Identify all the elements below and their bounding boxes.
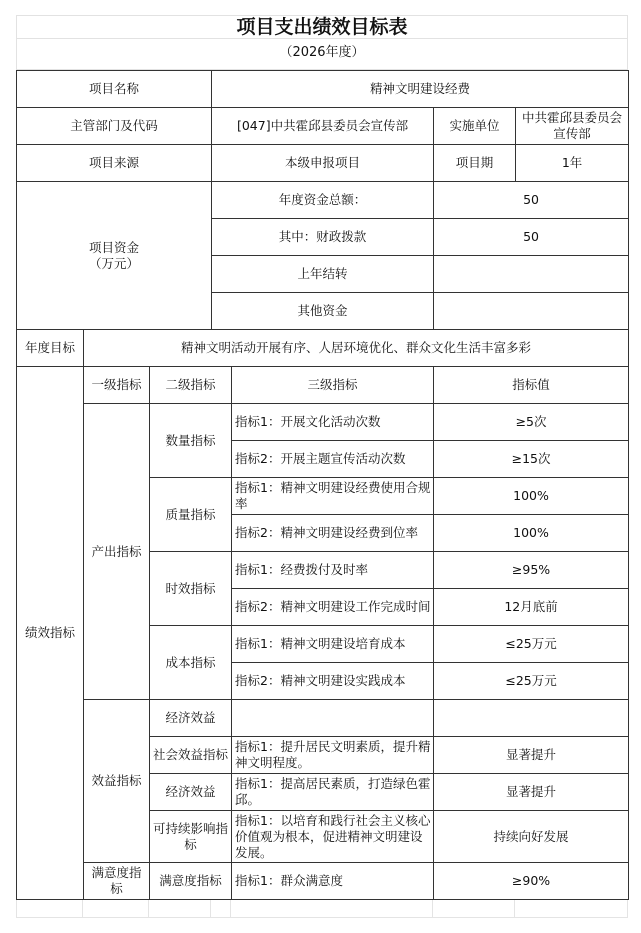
fund-label: 其他资金 [212,293,434,330]
fund-label: 年度资金总额： [212,182,434,219]
l2-cell: 质量指标 [150,478,232,552]
header-value: 指标值 [434,367,629,404]
l3-cell: 指标1：开展文化活动次数 [232,404,434,441]
value-cell: 100% [434,478,629,515]
impl-value: 中共霍邱县委员会宣传部 [516,108,629,145]
empty-cell [211,900,231,918]
fund-label: 其中：财政拨款 [212,219,434,256]
l3-cell: 指标2：精神文明建设实践成本 [232,663,434,700]
l3-cell: 指标2：精神文明建设经费到位率 [232,515,434,552]
l2-cell: 时效指标 [150,552,232,626]
value-cell: ≤25万元 [434,626,629,663]
fund-value [434,256,629,293]
value-cell: ≥90% [434,863,629,900]
l1-cell: 满意度指标 [84,863,150,900]
table-header-row [17,367,629,404]
dept-label: 主管部门及代码 [17,108,212,145]
empty-cell [83,900,149,918]
fund-value: 50 [434,219,629,256]
empty-cell [149,900,211,918]
period-label: 项目期 [434,145,516,182]
page-subtitle: （2026年度） [16,38,628,70]
l3-cell: 指标2：精神文明建设工作完成时间 [232,589,434,626]
project-name: 精神文明建设经费 [212,71,629,108]
table-row [17,145,629,182]
value-cell: 显著提升 [434,774,629,811]
table-row [17,108,629,145]
value-cell [434,700,629,737]
empty-grid-row [16,900,628,918]
l1-cell: 效益指标 [84,700,150,863]
performance-goal-table [16,70,629,900]
page-title: 项目支出绩效目标表 [16,15,628,39]
impl-label: 实施单位 [434,108,516,145]
annual-goal-text: 精神文明活动开展有序、人居环境优化、群众文化生活丰富多彩 [84,330,629,367]
empty-cell [16,900,83,918]
empty-cell [231,900,433,918]
perf-label: 绩效指标 [17,367,84,900]
l2-cell: 数量指标 [150,404,232,478]
value-cell: ≤25万元 [434,663,629,700]
value-cell: ≥15次 [434,441,629,478]
l3-cell: 指标1：提高居民素质，打造绿色霍邱。 [232,774,434,811]
header-l3: 三级指标 [232,367,434,404]
value-cell: 持续向好发展 [434,811,629,863]
project-name-label: 项目名称 [17,71,212,108]
value-cell: 显著提升 [434,737,629,774]
l3-cell: 指标1：以培育和践行社会主义核心价值观为根本，促进精神文明建设发展。 [232,811,434,863]
funds-label: 项目资金 （万元） [17,182,212,330]
l3-cell [232,700,434,737]
annual-goal-label: 年度目标 [17,330,84,367]
period-value: 1年 [516,145,629,182]
value-cell: ≥95% [434,552,629,589]
l3-cell: 指标1：提升居民文明素质，提升精神文明程度。 [232,737,434,774]
table-row [17,863,629,900]
table-row [17,182,629,219]
table-row [17,404,629,441]
value-cell: 100% [434,515,629,552]
l3-cell: 指标2：开展主题宣传活动次数 [232,441,434,478]
value-cell: 12月底前 [434,589,629,626]
l1-cell: 产出指标 [84,404,150,700]
fund-value: 50 [434,182,629,219]
table-row [17,700,629,737]
l2-cell: 经济效益 [150,700,232,737]
fund-value [434,293,629,330]
l2-cell: 成本指标 [150,626,232,700]
header-l2: 二级指标 [150,367,232,404]
dept-value: [047]中共霍邱县委员会宣传部 [212,108,434,145]
empty-cell [515,900,628,918]
l3-cell: 指标1：精神文明建设经费使用合规率 [232,478,434,515]
header-l1: 一级指标 [84,367,150,404]
l2-cell: 可持续影响指标 [150,811,232,863]
l3-cell: 指标1：精神文明建设培育成本 [232,626,434,663]
l3-cell: 指标1：经费拨付及时率 [232,552,434,589]
source-value: 本级申报项目 [212,145,434,182]
source-label: 项目来源 [17,145,212,182]
empty-cell [433,900,515,918]
l2-cell: 满意度指标 [150,863,232,900]
l3-cell: 指标1：群众满意度 [232,863,434,900]
table-row [17,330,629,367]
value-cell: ≥5次 [434,404,629,441]
l2-cell: 经济效益 [150,774,232,811]
l2-cell: 社会效益指标 [150,737,232,774]
fund-label: 上年结转 [212,256,434,293]
table-row [17,71,629,108]
